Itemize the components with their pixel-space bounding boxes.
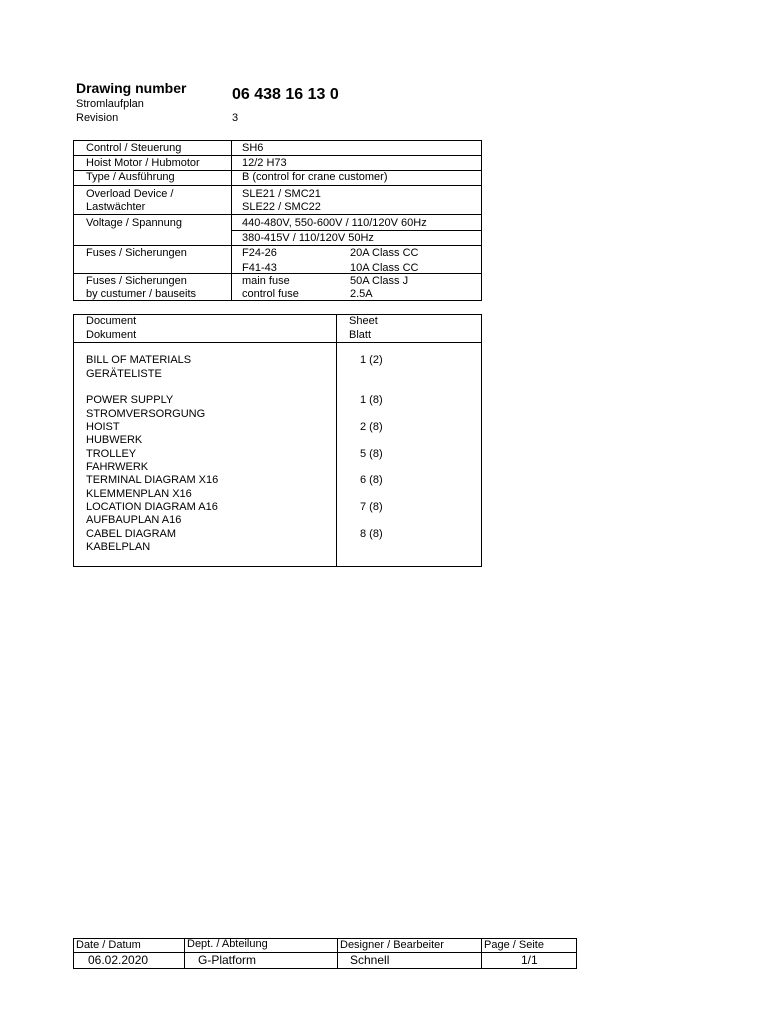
- overload-value-line1: SLE21 / SMC21: [242, 188, 321, 200]
- document-entry-en: HOIST: [86, 421, 120, 433]
- document-entry-de: STROMVERSORGUNG: [86, 408, 206, 420]
- date-value: 06.02.2020: [88, 953, 149, 967]
- type-label: Type / Ausführung: [86, 171, 175, 183]
- revision-label: Revision: [76, 112, 119, 124]
- document-entry-sheet: 5 (8): [360, 448, 383, 460]
- drawing-number-label: Drawing number: [76, 80, 187, 96]
- document-entry-en: TROLLEY: [86, 448, 137, 460]
- document-header-de: Dokument: [86, 329, 137, 341]
- hoist-motor-label: Hoist Motor / Hubmotor: [86, 157, 200, 169]
- overload-label-line1: Overload Device /: [86, 188, 174, 200]
- overload-label-line2: Lastwächter: [86, 201, 146, 213]
- document-entry-sheet: 1 (2): [360, 354, 383, 366]
- drawing-number: 06 438 16 13 0: [232, 86, 339, 103]
- document-entry-sheet: 7 (8): [360, 501, 383, 513]
- document-entry-sheet: 8 (8): [360, 528, 383, 540]
- department-label: Dept. / Abteilung: [187, 938, 268, 950]
- overload-value-line2: SLE22 / SMC22: [242, 201, 321, 213]
- control-value: SH6: [242, 142, 264, 154]
- document-entry-en: POWER SUPPLY: [86, 394, 174, 406]
- customer-fuse-rating: 50A Class J: [350, 275, 409, 287]
- date-label: Date / Datum: [76, 939, 141, 951]
- voltage-value-50hz: 380-415V / 110/120V 50Hz: [242, 232, 374, 244]
- customer-fuse-id: main fuse: [242, 275, 290, 287]
- customer-fuses-label-line2: by custumer / bauseits: [86, 288, 197, 300]
- customer-fuse-id: control fuse: [242, 288, 299, 300]
- page-value: 1/1: [521, 953, 538, 967]
- customer-fuses-label-line1: Fuses / Sicherungen: [86, 275, 187, 287]
- document-entry-de: HUBWERK: [86, 434, 143, 446]
- page-label: Page / Seite: [484, 939, 544, 951]
- subtitle: Stromlaufplan: [76, 98, 144, 110]
- document-entry-sheet: 6 (8): [360, 474, 383, 486]
- document-entry-en: LOCATION DIAGRAM A16: [86, 501, 218, 513]
- document-entry-de: FAHRWERK: [86, 461, 149, 473]
- hoist-motor-value: 12/2 H73: [242, 157, 287, 169]
- document-entry-en: CABEL DIAGRAM: [86, 528, 177, 540]
- designer-label: Designer / Bearbeiter: [340, 939, 444, 951]
- fuse-id: F41-43: [242, 262, 277, 274]
- document-entry-de: AUFBAUPLAN A16: [86, 514, 182, 526]
- document-entry-sheet: 1 (8): [360, 394, 383, 406]
- fuse-rating: 10A Class CC: [350, 262, 419, 274]
- document-entry-de: KLEMMENPLAN X16: [86, 488, 192, 500]
- document-entry-en: TERMINAL DIAGRAM X16: [86, 474, 219, 486]
- document-entry-de: KABELPLAN: [86, 541, 151, 553]
- control-label: Control / Steuerung: [86, 142, 182, 154]
- fuses-label: Fuses / Sicherungen: [86, 247, 187, 259]
- document-entry-sheet: 2 (8): [360, 421, 383, 433]
- voltage-label: Voltage / Spannung: [86, 217, 183, 229]
- department-value: G-Platform: [198, 953, 257, 967]
- document-entry-en: BILL OF MATERIALS: [86, 354, 192, 366]
- fuse-id: F24-26: [242, 247, 277, 259]
- sheet-header-de: Blatt: [349, 329, 372, 341]
- designer-value: Schnell: [350, 953, 390, 967]
- revision-value: 3: [232, 112, 239, 124]
- document-entry-de: GERÄTELISTE: [86, 368, 162, 380]
- voltage-value-60hz: 440-480V, 550-600V / 110/120V 60Hz: [242, 217, 427, 229]
- fuse-rating: 20A Class CC: [350, 247, 419, 259]
- document-header-en: Document: [86, 315, 137, 327]
- sheet-header-en: Sheet: [349, 315, 378, 327]
- type-value: B (control for crane customer): [242, 171, 388, 183]
- customer-fuse-rating: 2.5A: [350, 288, 373, 300]
